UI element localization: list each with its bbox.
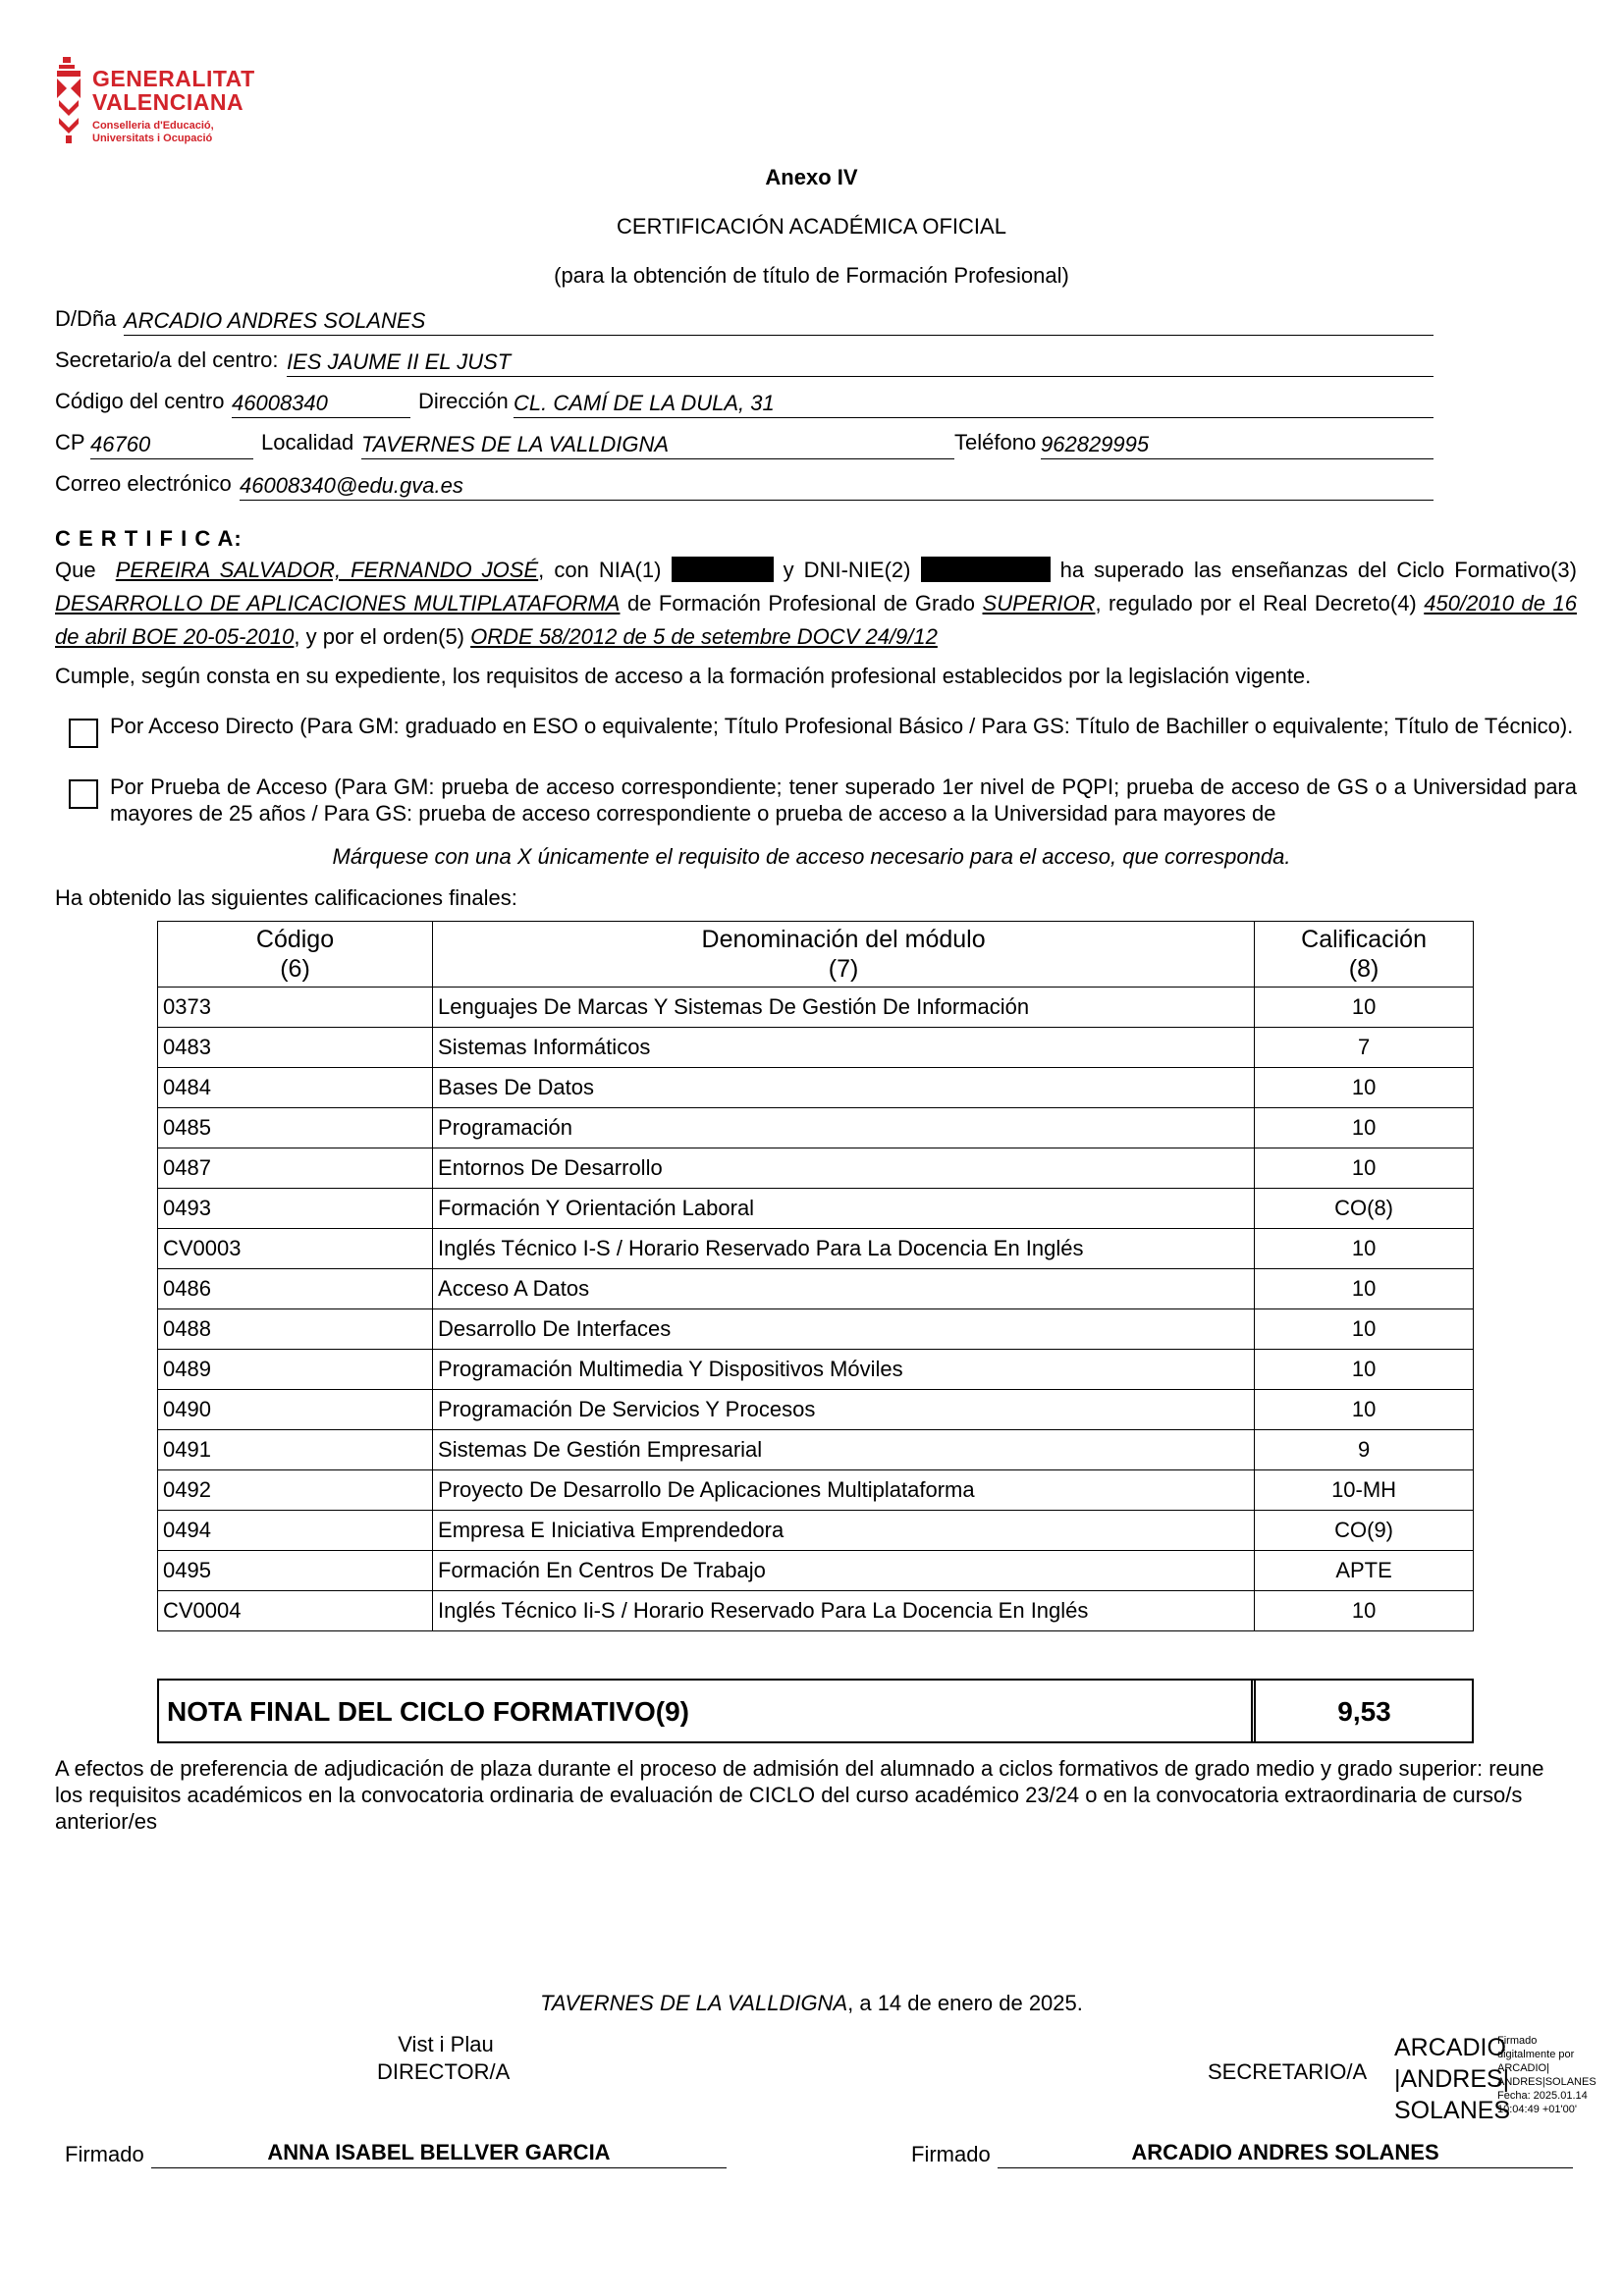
module-grade: 10: [1255, 1591, 1474, 1631]
signature-date: , a 14 de enero de 2025.: [847, 1991, 1083, 2015]
final-grade-label-cell: [159, 1681, 1256, 1741]
firmado-secretary-label: Firmado: [911, 2142, 991, 2166]
superado-text: ha superado las enseñanzas del Ciclo Formativo(3): [1059, 558, 1577, 582]
generalitat-emblem-icon: [55, 57, 82, 145]
module-name: Empresa E Iniciativa Emprendedora: [433, 1511, 1255, 1551]
logo-sub1: Conselleria d'Educació,: [92, 120, 214, 132]
signature-place: TAVERNES DE LA VALLDIGNA: [540, 1991, 848, 2015]
que-text: Que: [55, 558, 96, 582]
secretary-label: Secretario/a del centro:: [55, 347, 279, 372]
module-name: Desarrollo De Interfaces: [433, 1309, 1255, 1350]
document-subtitle: (para la obtención de título de Formación Profesional): [554, 263, 1069, 288]
phone-field: 962829995: [1041, 431, 1434, 459]
module-grade: 10: [1255, 1148, 1474, 1189]
stamp-line-2: digitalmente por: [1497, 2049, 1575, 2060]
module-code: 0490: [158, 1390, 433, 1430]
module-grade: 10: [1255, 1068, 1474, 1108]
module-code: 0495: [158, 1551, 433, 1591]
secretary-role: SECRETARIO/A: [1208, 2059, 1368, 2084]
module-grade: 10: [1255, 1350, 1474, 1390]
certifica-heading: C E R T I F I C A:: [55, 526, 243, 551]
table-row: [158, 1108, 1474, 1148]
stamp-line-4: ANDRES|SOLANES: [1497, 2076, 1596, 2088]
table-row: [158, 1390, 1474, 1430]
table-row: [158, 1591, 1474, 1631]
access-test-checkbox[interactable]: [69, 779, 98, 809]
stamp-line-6: 10:04:49 +01'00': [1497, 2104, 1577, 2115]
director-role: DIRECTOR/A: [377, 2059, 511, 2084]
module-name: Proyecto De Desarrollo De Aplicaciones Multiplataforma: [433, 1470, 1255, 1511]
module-grade: 9: [1255, 1430, 1474, 1470]
table-row: [158, 1229, 1474, 1269]
locality-label: Localidad: [261, 430, 354, 454]
generalitat-logo: [55, 57, 255, 145]
module-name: Sistemas Informáticos: [433, 1028, 1255, 1068]
table-row: [158, 1309, 1474, 1350]
header-grade: [1255, 922, 1474, 988]
module-grade: 7: [1255, 1028, 1474, 1068]
header-module-num: (7): [828, 955, 859, 983]
header-code-num: (6): [280, 955, 310, 983]
name-field: ARCADIO ANDRES SOLANES: [124, 307, 1434, 336]
header-module: [433, 922, 1255, 988]
table-row: [158, 1269, 1474, 1309]
module-name: Lenguajes De Marcas Y Sistemas De Gestión De Información: [433, 988, 1255, 1028]
header-grade-title: Calificación: [1301, 926, 1427, 953]
header-module-title: Denominación del módulo: [701, 926, 986, 953]
final-grade-value: 9,53: [1337, 1696, 1391, 1727]
address-label: Dirección: [418, 389, 509, 413]
cycle-name: DESARROLLO DE APLICACIONES MULTIPLATAFORMA: [55, 591, 621, 615]
header-code: [158, 922, 433, 988]
certifica-paragraph: [55, 554, 1577, 654]
nia-redacted: [672, 557, 774, 582]
table-row: [158, 1068, 1474, 1108]
locality-field: TAVERNES DE LA VALLDIGNA: [361, 431, 954, 459]
module-code: 0492: [158, 1470, 433, 1511]
module-grade: 10: [1255, 988, 1474, 1028]
cp-label: CP: [55, 430, 85, 454]
secretary-field: IES JAUME II EL JUST: [287, 348, 1434, 377]
module-code: CV0003: [158, 1229, 433, 1269]
dni-redacted: [921, 557, 1051, 582]
name-row: [55, 306, 1434, 336]
table-row: [158, 1350, 1474, 1390]
module-code: 0373: [158, 988, 433, 1028]
preference-text: A efectos de preferencia de adjudicación de plaza durante el proceso de admisión del alumnado a ciclos formativos de grado medio y grado superior: reune los requisitos académicos en la convocatoria ordinaria de evaluación de CICLO del curso académico 23/24 o en la convocatoria extraordinaria de curso/s anterior/es: [55, 1756, 1544, 1834]
module-name: Programación Multimedia Y Dispositivos Móviles: [433, 1350, 1255, 1390]
stamp-name-3: SOLANES: [1394, 2097, 1511, 2124]
cumple-text: Cumple, según consta en su expediente, los requisitos de acceso a la formación profesional establecidos por la legislación vigente.: [55, 664, 1312, 688]
module-name: Inglés Técnico I-S / Horario Reservado Para La Docencia En Inglés: [433, 1229, 1255, 1269]
module-code: 0488: [158, 1309, 433, 1350]
secretary-row: [55, 347, 1434, 377]
final-grade-label: NOTA FINAL DEL CICLO FORMATIVO(9): [167, 1696, 689, 1727]
header-grade-num: (8): [1348, 955, 1380, 983]
stamp-name-2: |ANDRES|: [1394, 2065, 1510, 2093]
regulado-text: , regulado por el Real Decreto(4): [1095, 591, 1417, 615]
name-label: D/Dña: [55, 306, 117, 331]
grades-intro: Ha obtenido las siguientes calificaciones finales:: [55, 885, 517, 910]
module-grade: CO(9): [1255, 1511, 1474, 1551]
module-name: Inglés Técnico Ii-S / Horario Reservado Para La Docencia En Inglés: [433, 1591, 1255, 1631]
stamp-line-3: ARCADIO|: [1497, 2062, 1549, 2074]
module-code: 0483: [158, 1028, 433, 1068]
document-title: CERTIFICACIÓN ACADÉMICA OFICIAL: [617, 214, 1006, 239]
module-code: CV0004: [158, 1591, 433, 1631]
order-text: ORDE 58/2012 de 5 de setembre DOCV 24/9/12: [470, 624, 938, 649]
final-grade-box: [157, 1679, 1474, 1743]
module-code: 0493: [158, 1189, 433, 1229]
logo-line1: GENERALITAT: [92, 66, 255, 91]
access-direct-checkbox[interactable]: [69, 719, 98, 748]
module-name: Bases De Datos: [433, 1068, 1255, 1108]
module-name: Programación: [433, 1108, 1255, 1148]
decree-text: 450/2010 de 16 de abril BOE 20-05-2010: [55, 591, 1577, 649]
logo-line2: VALENCIANA: [92, 89, 244, 115]
access-note: Márquese con una X únicamente el requisito de acceso necesario para el acceso, que corresponda.: [332, 844, 1291, 869]
table-row: [158, 1511, 1474, 1551]
stamp-line-1: Firmado: [1497, 2035, 1538, 2047]
student-name: PEREIRA SALVADOR, FERNANDO JOSÉ: [115, 558, 539, 582]
module-name: Programación De Servicios Y Procesos: [433, 1390, 1255, 1430]
nia-label: , con NIA(1): [538, 558, 662, 582]
table-row: [158, 1430, 1474, 1470]
table-row: [158, 1148, 1474, 1189]
email-row: [55, 471, 1434, 501]
module-grade: CO(8): [1255, 1189, 1474, 1229]
code-address-row: [55, 389, 1434, 418]
digital-signature-stamp: [1394, 2032, 1600, 2130]
secretary-name: ARCADIO ANDRES SOLANES: [998, 2138, 1573, 2168]
module-code: 0485: [158, 1108, 433, 1148]
logo-sub2: Universitats i Ocupació: [92, 133, 213, 144]
module-name: Entornos De Desarrollo: [433, 1148, 1255, 1189]
table-row: [158, 1551, 1474, 1591]
dni-label: y DNI-NIE(2): [783, 558, 911, 582]
orden-label: , y por el orden(5): [294, 624, 465, 649]
module-grade: APTE: [1255, 1551, 1474, 1591]
access-test-text: Por Prueba de Acceso (Para GM: prueba de acceso correspondiente; tener superado 1er nivel de PQPI; prueba de acceso de GS o a Universidad para mayores de 25 años / Para GS: prueba de acceso correspondiente o prueba de acceso a la Universidad para mayores de: [110, 774, 1577, 826]
module-grade: 10: [1255, 1229, 1474, 1269]
module-code: 0489: [158, 1350, 433, 1390]
module-code: 0486: [158, 1269, 433, 1309]
stamp-name-1: ARCADIO: [1394, 2034, 1506, 2061]
table-row: [158, 1028, 1474, 1068]
module-grade: 10: [1255, 1390, 1474, 1430]
cp-field: 46760: [90, 431, 253, 459]
module-code: 0487: [158, 1148, 433, 1189]
module-grade: 10: [1255, 1269, 1474, 1309]
module-grade: 10: [1255, 1309, 1474, 1350]
module-name: Sistemas De Gestión Empresarial: [433, 1430, 1255, 1470]
cp-locality-row: [55, 430, 1434, 459]
module-name: Formación En Centros De Trabajo: [433, 1551, 1255, 1591]
module-name: Formación Y Orientación Laboral: [433, 1189, 1255, 1229]
phone-label: Teléfono: [954, 430, 1037, 454]
module-code: 0494: [158, 1511, 433, 1551]
director-name: ANNA ISABEL BELLVER GARCIA: [151, 2138, 727, 2168]
cycle-grade: SUPERIOR: [982, 591, 1096, 615]
vist-i-plau: Vist i Plau: [398, 2032, 494, 2056]
module-grade: 10: [1255, 1108, 1474, 1148]
table-row: [158, 1189, 1474, 1229]
header-code-title: Código: [255, 926, 335, 953]
annex-title: Anexo IV: [765, 165, 858, 189]
email-field: 46008340@edu.gva.es: [240, 472, 1434, 501]
firmado-director-label: Firmado: [65, 2142, 144, 2166]
module-code: 0484: [158, 1068, 433, 1108]
table-row: [158, 1470, 1474, 1511]
grades-header-row: [158, 922, 1474, 988]
email-label: Correo electrónico: [55, 471, 232, 496]
stamp-line-5: Fecha: 2025.01.14: [1497, 2090, 1588, 2102]
table-row: [158, 988, 1474, 1028]
code-label: Código del centro: [55, 389, 225, 413]
access-direct-text: Por Acceso Directo (Para GM: graduado en ESO o equivalente; Título Profesional Básico / Para GS: Título de Bachiller o equivalente; Título de Técnico).: [110, 714, 1574, 738]
module-grade: 10-MH: [1255, 1470, 1474, 1511]
place-date: [0, 1991, 1623, 2016]
module-name: Acceso A Datos: [433, 1269, 1255, 1309]
code-field: 46008340: [232, 390, 410, 418]
module-code: 0491: [158, 1430, 433, 1470]
grades-table: [157, 921, 1474, 1631]
address-field: CL. CAMÍ DE LA DULA, 31: [514, 390, 1434, 418]
fp-text: de Formación Profesional de Grado: [626, 591, 976, 615]
